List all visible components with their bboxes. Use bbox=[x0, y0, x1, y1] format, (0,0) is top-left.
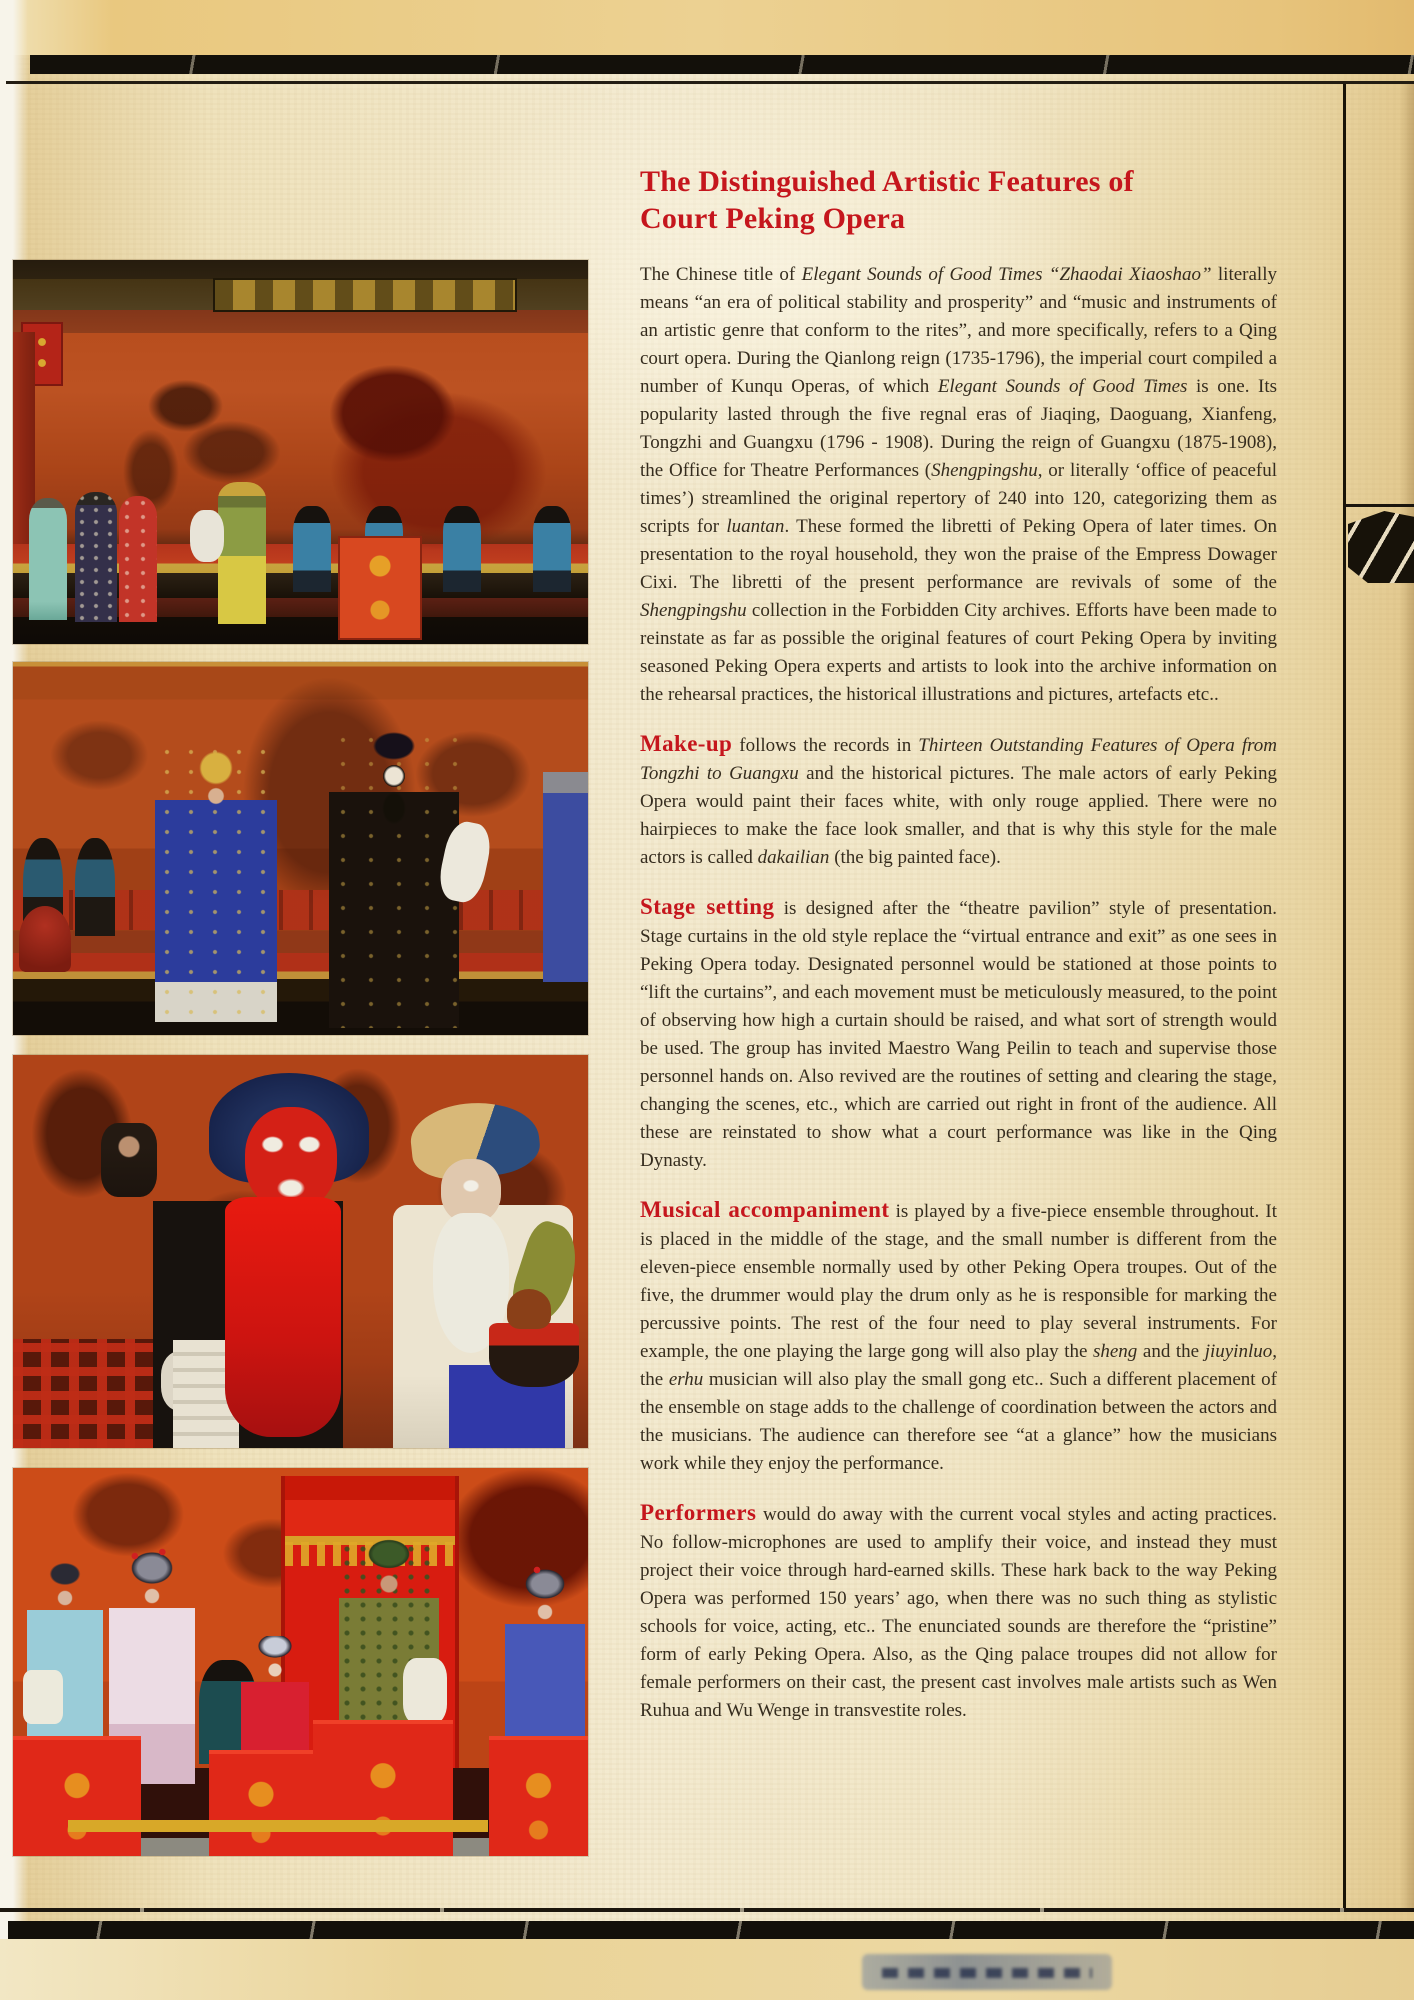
stage-setting-paragraph: Stage setting is designed after the “theatre pavilion” style of presentation. Stage curtains in the old style replace the “virtual entrance and exit” as one sees in Peking Opera today. Designated personnel would be stationed at those points to “lift the curtains”, and each movement must be meticulously measured, to the point of observing how high a curtain should be raised, and what sort of strength would be used. The group has invited Maestro Wang Peilin to teach and supervise those personnel hands on. Also revived are the routines of setting and clearing the stage, changing the scenes, etc., which are carried out right in front of the audience. All these are reinstated to show what a court performance was like in the Qing Dynasty. bbox=[640, 894, 1277, 1171]
right-column-rule bbox=[1343, 84, 1346, 1908]
basket-with-rooster bbox=[489, 1323, 579, 1387]
photo-red-face-closeup bbox=[13, 1055, 588, 1448]
performers-paragraph: Performers would do away with the current vocal styles and acting practices. No follow-microphones are used to amplify their voice, and instead they must project their voice through hard-earned skills. These hark back to the way Peking Opera was performed 150 years’ ago, when there was no such thing as stylistic schools for voice, acting, etc.. The enunciated sounds are therefore the “pristine” form of early Peking Opera. Also, as the Qing palace troupes did not allow for female performers on their cast, the present cast involves male artists such as Wen Ruhua and Wu Wenge in transvestite roles. bbox=[640, 1500, 1277, 1721]
red-painted-face bbox=[245, 1107, 337, 1211]
seated-attendant bbox=[293, 506, 331, 592]
performer-right-edge bbox=[543, 772, 588, 982]
red-draped-altar bbox=[313, 1720, 453, 1856]
scan-top-margin bbox=[0, 0, 1414, 55]
seated-attendant bbox=[443, 506, 481, 592]
stage-frieze-panel bbox=[213, 278, 517, 312]
red-lattice-railing bbox=[13, 1339, 153, 1448]
page-title-line2: Court Peking Opera bbox=[640, 202, 906, 235]
performer-red-robe bbox=[119, 496, 157, 622]
red-altar-table bbox=[338, 536, 422, 640]
performer-dark-robe bbox=[75, 492, 117, 622]
red-draped-table bbox=[489, 1736, 588, 1856]
long-red-beard bbox=[225, 1197, 341, 1437]
page-title bbox=[640, 163, 1277, 237]
photo-stage-peacock-mural bbox=[13, 260, 588, 644]
performer-blue-dragon-robe bbox=[155, 742, 277, 1022]
background-attendant bbox=[101, 1123, 157, 1197]
red-draped-table bbox=[13, 1736, 141, 1856]
stage-yellow-stripe bbox=[68, 1820, 488, 1832]
performer-center bbox=[218, 482, 266, 624]
photo-two-principals bbox=[13, 662, 588, 1035]
red-draped-table bbox=[209, 1750, 313, 1856]
top-border-bar bbox=[30, 55, 1414, 74]
seated-attendant bbox=[533, 506, 571, 592]
article bbox=[640, 163, 1277, 1746]
performer-teal-robe bbox=[29, 498, 67, 620]
stage-drum bbox=[19, 906, 71, 972]
right-strip-line bbox=[1345, 504, 1414, 507]
scan-torn-patch bbox=[1348, 511, 1414, 583]
bottom-border-line bbox=[0, 1908, 1414, 1912]
scan-blue-smudge bbox=[862, 1954, 1112, 1990]
top-border-line bbox=[6, 81, 1414, 84]
makeup-paragraph: Make-up follows the records in Thirteen Outstanding Features of Opera from Tongzhi to Guangxu and the historical pictures. The male actors of early Peking Opera would paint their faces white, with only rouge applied. There were no hairpieces to make the face look smaller, and that is why this style for the male actors is called dakailian (the big painted face). bbox=[640, 731, 1278, 868]
scan-bottom-margin bbox=[0, 1939, 1414, 2000]
page-title-line1: The Distinguished Artistic Features of bbox=[640, 165, 1134, 198]
scan-right-edge-shade bbox=[1400, 84, 1414, 1908]
intro-paragraph: The Chinese title of Elegant Sounds of Good Times “Zhaodai Xiaoshao” literally means “an era of political stability and prosperity” and “music and instruments of an artistic genre that conform to the rites”, and more specifically, refers to a Qing court opera. During the Qianlong reign (1735-1796), the imperial court compiled a number of Kunqu Operas, of which Elegant Sounds of Good Times is one. Its popularity lasted through the five regnal eras of Jiaqing, Daoguang, Xianfeng, Tongzhi and Guangxu (1796 - 1908). During the reign of Guangxu (1875-1908), the Office for Theatre Performances (Shengpingshu, or literally ‘office of peaceful times’) streamlined the original repertory of 240 into 120, categorizing them as scripts for luantan. These formed the libretti of Peking Opera of later times. On presentation to the royal household, they won the praise of the Empress Dowager Cixi. The libretti of the present performance are revivals of some of the Shengpingshu collection in the Forbidden City archives. Efforts have been made to reinstate as far as possible the original features of court Peking Opera by inviting seasoned Peking Opera experts and artists to look into the archive information on the rehearsal practices, the historical illustrations and pictures, artefacts etc.. bbox=[640, 264, 1278, 705]
bottom-border-bar bbox=[8, 1921, 1414, 1939]
photo-court-scene-red-banners bbox=[13, 1468, 588, 1856]
seated-musician bbox=[75, 838, 115, 936]
musical-accompaniment-paragraph: Musical accompaniment is played by a five-piece ensemble throughout. It is placed in the middle of the stage, and the small number is different from the eleven-piece ensemble normally used by other Peking Opera troupes. Out of the five, the drummer would play the drum only as he is responsible for marking the percussive points. The rest of the four need to play several instruments. For example, the one playing the large gong will also play the sheng and the jiuyinluo, the erhu musician will also play the small gong etc.. Such a different placement of the ensemble on stage adds to the challenge of coordination between the actors and the musicians. The audience can therefore see “at a glance” how the musicians work while they enjoy the performance. bbox=[640, 1197, 1277, 1474]
